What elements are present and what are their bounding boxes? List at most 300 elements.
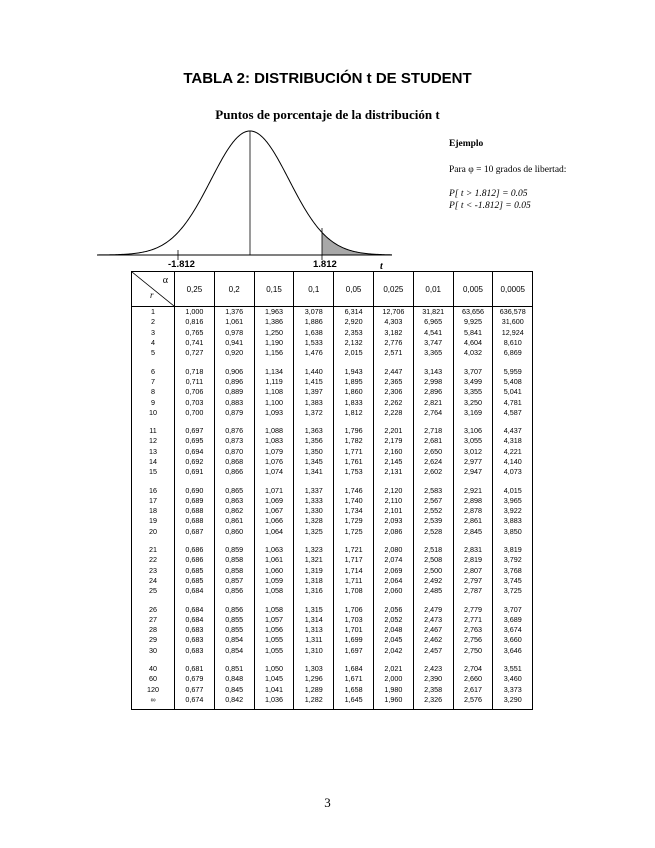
table-cell: 2,021: [373, 656, 413, 674]
table-cell: 1,315: [294, 596, 334, 614]
table-cell: 3,707: [493, 596, 533, 614]
table-cell: 0,686: [175, 555, 215, 565]
table-cell: 1,314: [294, 615, 334, 625]
example-text: Para φ = 10 grados de libertad:: [449, 165, 567, 175]
table-cell: 1,108: [254, 387, 294, 397]
table-cell: 0,685: [175, 566, 215, 576]
table-cell: 3,373: [493, 685, 533, 695]
table-cell: 4,221: [493, 447, 533, 457]
table-cell: 5,041: [493, 387, 533, 397]
table-cell: 0,688: [175, 506, 215, 516]
table-cell: 1,345: [294, 457, 334, 467]
table-cell: 4,073: [493, 467, 533, 477]
table-row: [132, 596, 533, 614]
degrees-of-freedom-cell: 21: [132, 537, 175, 555]
table-cell: 1,714: [334, 566, 374, 576]
table-cell: 2,045: [373, 635, 413, 645]
table-cell: 2,539: [413, 516, 453, 526]
table-cell: 8,610: [493, 338, 533, 348]
table-cell: 2,201: [373, 418, 413, 436]
table-cell: 0,683: [175, 625, 215, 635]
table-cell: 6,869: [493, 348, 533, 358]
table-cell: 1,296: [294, 674, 334, 684]
table-row: [132, 328, 533, 338]
table-cell: 0,873: [214, 436, 254, 446]
table-row: [132, 317, 533, 327]
table-cell: 2,771: [453, 615, 493, 625]
table-cell: 2,756: [453, 635, 493, 645]
table-cell: 1,067: [254, 506, 294, 516]
table-cell: 31,821: [413, 307, 453, 318]
table-cell: 0,695: [175, 436, 215, 446]
table-cell: 3,689: [493, 615, 533, 625]
table-cell: 2,132: [334, 338, 374, 348]
table-cell: 2,500: [413, 566, 453, 576]
table-cell: 0,683: [175, 646, 215, 656]
table-cell: 6,965: [413, 317, 453, 327]
table-cell: 2,467: [413, 625, 453, 635]
table-cell: 2,056: [373, 596, 413, 614]
degrees-of-freedom-cell: 120: [132, 685, 175, 695]
table-cell: 2,898: [453, 496, 493, 506]
table-cell: 3,745: [493, 576, 533, 586]
table-cell: 0,854: [214, 646, 254, 656]
table-cell: 1,363: [294, 418, 334, 436]
table-row: [132, 387, 533, 397]
table-cell: 5,841: [453, 328, 493, 338]
table-cell: 0,684: [175, 596, 215, 614]
table-cell: 0,684: [175, 586, 215, 596]
table-cell: 0,855: [214, 615, 254, 625]
table-cell: 2,048: [373, 625, 413, 635]
table-cell: 0,697: [175, 418, 215, 436]
table-cell: 1,333: [294, 496, 334, 506]
degrees-of-freedom-cell: 11: [132, 418, 175, 436]
table-row: [132, 496, 533, 506]
table-cell: 1,313: [294, 625, 334, 635]
table-cell: 1,376: [214, 307, 254, 318]
table-cell: 1,386: [254, 317, 294, 327]
table-cell: 2,552: [413, 506, 453, 516]
table-row: [132, 656, 533, 674]
table-cell: 3,551: [493, 656, 533, 674]
table-row: [132, 506, 533, 516]
table-cell: 1,711: [334, 576, 374, 586]
table-cell: 0,920: [214, 348, 254, 358]
bell-curve: [97, 131, 392, 255]
table-cell: 12,924: [493, 328, 533, 338]
degrees-of-freedom-cell: 27: [132, 615, 175, 625]
table-cell: 2,776: [373, 338, 413, 348]
table-cell: 1,645: [334, 695, 374, 710]
table-cell: 1,321: [294, 555, 334, 565]
table-cell: 2,074: [373, 555, 413, 565]
table-cell: 1,058: [254, 596, 294, 614]
table-row: [132, 447, 533, 457]
table-cell: 0,679: [175, 674, 215, 684]
table-cell: 2,819: [453, 555, 493, 565]
table-cell: 1,533: [294, 338, 334, 348]
table-cell: 0,706: [175, 387, 215, 397]
degrees-of-freedom-cell: 13: [132, 447, 175, 457]
degrees-of-freedom-cell: 25: [132, 586, 175, 596]
right-critical-label: 1.812: [313, 259, 337, 270]
table-cell: 1,319: [294, 566, 334, 576]
table-cell: 1,076: [254, 457, 294, 467]
table-cell: 1,440: [294, 358, 334, 376]
table-row: [132, 467, 533, 477]
table-cell: 0,700: [175, 408, 215, 418]
table-cell: 2,764: [413, 408, 453, 418]
table-cell: 2,896: [413, 387, 453, 397]
table-cell: 31,600: [493, 317, 533, 327]
table-cell: 1,383: [294, 397, 334, 407]
table-cell: 4,541: [413, 328, 453, 338]
table-row: [132, 408, 533, 418]
example-probability-1: P[ t > 1.812] = 0.05: [449, 189, 528, 199]
degrees-of-freedom-cell: 28: [132, 625, 175, 635]
table-row: [132, 615, 533, 625]
table-cell: 0,858: [214, 566, 254, 576]
table-cell: 0,870: [214, 447, 254, 457]
table-cell: 1,895: [334, 377, 374, 387]
table-cell: 2,602: [413, 467, 453, 477]
table-cell: 2,131: [373, 467, 413, 477]
table-cell: 0,883: [214, 397, 254, 407]
table-cell: 1,356: [294, 436, 334, 446]
table-cell: 0,866: [214, 467, 254, 477]
table-cell: 1,041: [254, 685, 294, 695]
table-cell: 1,323: [294, 537, 334, 555]
example-title: Ejemplo: [449, 139, 484, 149]
table-cell: 1,753: [334, 467, 374, 477]
table-cell: 2,390: [413, 674, 453, 684]
table-cell: 1,771: [334, 447, 374, 457]
degrees-of-freedom-cell: ∞: [132, 695, 175, 710]
table-cell: 0,862: [214, 506, 254, 516]
alpha-header: 0,05: [334, 272, 374, 307]
table-cell: 0,765: [175, 328, 215, 338]
table-cell: 1,311: [294, 635, 334, 645]
degrees-of-freedom-cell: 24: [132, 576, 175, 586]
table-cell: 1,061: [214, 317, 254, 327]
degrees-of-freedom-cell: 22: [132, 555, 175, 565]
table-cell: 0,677: [175, 685, 215, 695]
table-cell: 3,106: [453, 418, 493, 436]
table-cell: 2,262: [373, 397, 413, 407]
table-row: [132, 516, 533, 526]
page-number: 3: [324, 795, 331, 810]
table-cell: 4,032: [453, 348, 493, 358]
table-cell: 2,069: [373, 566, 413, 576]
table-cell: 2,064: [373, 576, 413, 586]
table-cell: 1,055: [254, 635, 294, 645]
alpha-header: 0,0005: [493, 272, 533, 307]
left-critical-label: -1.812: [168, 259, 195, 270]
table-cell: 2,000: [373, 674, 413, 684]
table-cell: 2,947: [453, 467, 493, 477]
table-cell: 1,079: [254, 447, 294, 457]
table-cell: 1,093: [254, 408, 294, 418]
table-cell: 1,638: [294, 328, 334, 338]
table-cell: 1,036: [254, 695, 294, 710]
table-cell: 4,437: [493, 418, 533, 436]
table-cell: 2,845: [453, 527, 493, 537]
table-cell: 0,674: [175, 695, 215, 710]
table-cell: 0,856: [214, 596, 254, 614]
table-cell: 0,685: [175, 576, 215, 586]
table-cell: 1,045: [254, 674, 294, 684]
table-cell: 3,707: [453, 358, 493, 376]
table-cell: 0,851: [214, 656, 254, 674]
table-cell: 1,697: [334, 646, 374, 656]
table-cell: 1,318: [294, 576, 334, 586]
table-cell: 1,000: [175, 307, 215, 318]
table-cell: 1,833: [334, 397, 374, 407]
table-row: [132, 338, 533, 348]
table-cell: 1,061: [254, 555, 294, 565]
table-cell: 3,674: [493, 625, 533, 635]
table-cell: 1,658: [334, 685, 374, 695]
degrees-of-freedom-cell: 30: [132, 646, 175, 656]
table-cell: 2,528: [413, 527, 453, 537]
table-cell: 2,787: [453, 586, 493, 596]
degrees-of-freedom-cell: 9: [132, 397, 175, 407]
table-cell: 2,306: [373, 387, 413, 397]
table-row: [132, 348, 533, 358]
degrees-of-freedom-cell: 6: [132, 358, 175, 376]
table-cell: 1,761: [334, 457, 374, 467]
table-cell: 2,650: [413, 447, 453, 457]
table-cell: 1,303: [294, 656, 334, 674]
table-cell: 0,848: [214, 674, 254, 684]
table-cell: 2,060: [373, 586, 413, 596]
table-row: [132, 566, 533, 576]
example-box: [449, 138, 649, 212]
table-header-row: [132, 272, 533, 307]
table-row: [132, 436, 533, 446]
alpha-header: 0,025: [373, 272, 413, 307]
table-cell: 2,518: [413, 537, 453, 555]
table-cell: 1,699: [334, 635, 374, 645]
table-cell: 2,624: [413, 457, 453, 467]
table-cell: 0,816: [175, 317, 215, 327]
table-cell: 2,617: [453, 685, 493, 695]
table-cell: 4,140: [493, 457, 533, 467]
degrees-of-freedom-symbol: r: [150, 290, 154, 300]
table-cell: 1,071: [254, 477, 294, 495]
table-cell: 1,703: [334, 615, 374, 625]
table-cell: 3,792: [493, 555, 533, 565]
degrees-of-freedom-cell: 1: [132, 307, 175, 318]
table-cell: 1,886: [294, 317, 334, 327]
table-cell: 3,660: [493, 635, 533, 645]
table-cell: 2,093: [373, 516, 413, 526]
table-row: [132, 625, 533, 635]
table-cell: 0,861: [214, 516, 254, 526]
table-cell: 1,860: [334, 387, 374, 397]
table-cell: 2,086: [373, 527, 413, 537]
alpha-header: 0,005: [453, 272, 493, 307]
table-row: [132, 358, 533, 376]
table-cell: 6,314: [334, 307, 374, 318]
table-cell: 2,660: [453, 674, 493, 684]
alpha-header: 0,2: [214, 272, 254, 307]
table-cell: 0,842: [214, 695, 254, 710]
table-cell: 3,182: [373, 328, 413, 338]
table-cell: 2,508: [413, 555, 453, 565]
table-cell: 2,718: [413, 418, 453, 436]
table-cell: 1,134: [254, 358, 294, 376]
table-cell: 1,671: [334, 674, 374, 684]
degrees-of-freedom-cell: 12: [132, 436, 175, 446]
table-cell: 1,282: [294, 695, 334, 710]
degrees-of-freedom-cell: 14: [132, 457, 175, 467]
table-cell: 5,408: [493, 377, 533, 387]
table-cell: 1,289: [294, 685, 334, 695]
t-axis-label: t: [380, 261, 383, 272]
table-cell: 4,781: [493, 397, 533, 407]
table-cell: 4,015: [493, 477, 533, 495]
table-cell: 1,250: [254, 328, 294, 338]
page-subtitle: Puntos de porcentaje de la distribución t: [215, 107, 440, 122]
table-cell: 1,083: [254, 436, 294, 446]
table-cell: 1,746: [334, 477, 374, 495]
table-cell: 2,763: [453, 625, 493, 635]
table-cell: 0,855: [214, 625, 254, 635]
table-cell: 2,080: [373, 537, 413, 555]
table-cell: 0,978: [214, 328, 254, 338]
table-row: [132, 576, 533, 586]
table-body: [132, 307, 533, 710]
degrees-of-freedom-cell: 18: [132, 506, 175, 516]
table-cell: 3,290: [493, 695, 533, 710]
table-cell: 2,110: [373, 496, 413, 506]
table-cell: 0,941: [214, 338, 254, 348]
table-row: [132, 635, 533, 645]
degrees-of-freedom-cell: 2: [132, 317, 175, 327]
table-cell: 2,750: [453, 646, 493, 656]
table-cell: 2,492: [413, 576, 453, 586]
table-row: [132, 586, 533, 596]
table-cell: 1,812: [334, 408, 374, 418]
table-cell: 2,145: [373, 457, 413, 467]
table-cell: 0,703: [175, 397, 215, 407]
table-cell: 63,656: [453, 307, 493, 318]
table-row: [132, 646, 533, 656]
table-row: [132, 695, 533, 710]
table-cell: 2,583: [413, 477, 453, 495]
degrees-of-freedom-cell: 20: [132, 527, 175, 537]
table-cell: 0,683: [175, 635, 215, 645]
degrees-of-freedom-cell: 16: [132, 477, 175, 495]
degrees-of-freedom-cell: 40: [132, 656, 175, 674]
table-cell: 2,567: [413, 496, 453, 506]
table-cell: 0,690: [175, 477, 215, 495]
table-cell: 2,052: [373, 615, 413, 625]
table-cell: 2,576: [453, 695, 493, 710]
table-cell: 1,058: [254, 586, 294, 596]
table-cell: 0,868: [214, 457, 254, 467]
table-cell: 1,050: [254, 656, 294, 674]
table-cell: 1,706: [334, 596, 374, 614]
table-cell: 2,821: [413, 397, 453, 407]
table-cell: 2,977: [453, 457, 493, 467]
table-cell: 9,925: [453, 317, 493, 327]
degrees-of-freedom-cell: 5: [132, 348, 175, 358]
table-cell: 1,088: [254, 418, 294, 436]
table-cell: 1,100: [254, 397, 294, 407]
table-cell: 4,587: [493, 408, 533, 418]
table-cell: 1,960: [373, 695, 413, 710]
table-cell: 3,768: [493, 566, 533, 576]
table-cell: 3,012: [453, 447, 493, 457]
table-cell: 1,156: [254, 348, 294, 358]
table-cell: 3,355: [453, 387, 493, 397]
table-cell: 1,190: [254, 338, 294, 348]
table-cell: 2,447: [373, 358, 413, 376]
table-cell: 1,708: [334, 586, 374, 596]
table-row: [132, 527, 533, 537]
degrees-of-freedom-cell: 3: [132, 328, 175, 338]
table-cell: 3,365: [413, 348, 453, 358]
table-row: [132, 674, 533, 684]
table-cell: 2,861: [453, 516, 493, 526]
table-cell: 0,854: [214, 635, 254, 645]
table-cell: 1,056: [254, 625, 294, 635]
table-row: [132, 377, 533, 387]
degrees-of-freedom-cell: 10: [132, 408, 175, 418]
table-cell: 2,042: [373, 646, 413, 656]
table-cell: 0,858: [214, 555, 254, 565]
example-probability-2: P[ t < -1.812] = 0.05: [449, 201, 531, 211]
degrees-of-freedom-cell: 23: [132, 566, 175, 576]
table-cell: 1,725: [334, 527, 374, 537]
table-cell: 0,681: [175, 656, 215, 674]
degrees-of-freedom-cell: 15: [132, 467, 175, 477]
table-cell: 0,687: [175, 527, 215, 537]
table-cell: 3,747: [413, 338, 453, 348]
table-cell: 2,457: [413, 646, 453, 656]
table-cell: 0,906: [214, 358, 254, 376]
table-cell: 0,694: [175, 447, 215, 457]
table-cell: 2,571: [373, 348, 413, 358]
table-cell: 0,689: [175, 496, 215, 506]
table-cell: 2,101: [373, 506, 413, 516]
table-cell: 3,965: [493, 496, 533, 506]
table-cell: 1,397: [294, 387, 334, 397]
table-row: [132, 477, 533, 495]
degrees-of-freedom-cell: 19: [132, 516, 175, 526]
table-cell: 0,860: [214, 527, 254, 537]
degrees-of-freedom-cell: 26: [132, 596, 175, 614]
alpha-header: 0,15: [254, 272, 294, 307]
table-cell: 0,692: [175, 457, 215, 467]
table-cell: 1,980: [373, 685, 413, 695]
table-cell: 3,055: [453, 436, 493, 446]
table-cell: 1,063: [254, 537, 294, 555]
table-cell: 0,863: [214, 496, 254, 506]
table-cell: 3,460: [493, 674, 533, 684]
degrees-of-freedom-cell: 4: [132, 338, 175, 348]
alpha-symbol: α: [162, 275, 168, 286]
table-cell: 2,998: [413, 377, 453, 387]
table-cell: 3,169: [453, 408, 493, 418]
table-cell: 1,055: [254, 646, 294, 656]
table-cell: 3,143: [413, 358, 453, 376]
t-distribution-table: [131, 271, 533, 710]
degrees-of-freedom-cell: 7: [132, 377, 175, 387]
